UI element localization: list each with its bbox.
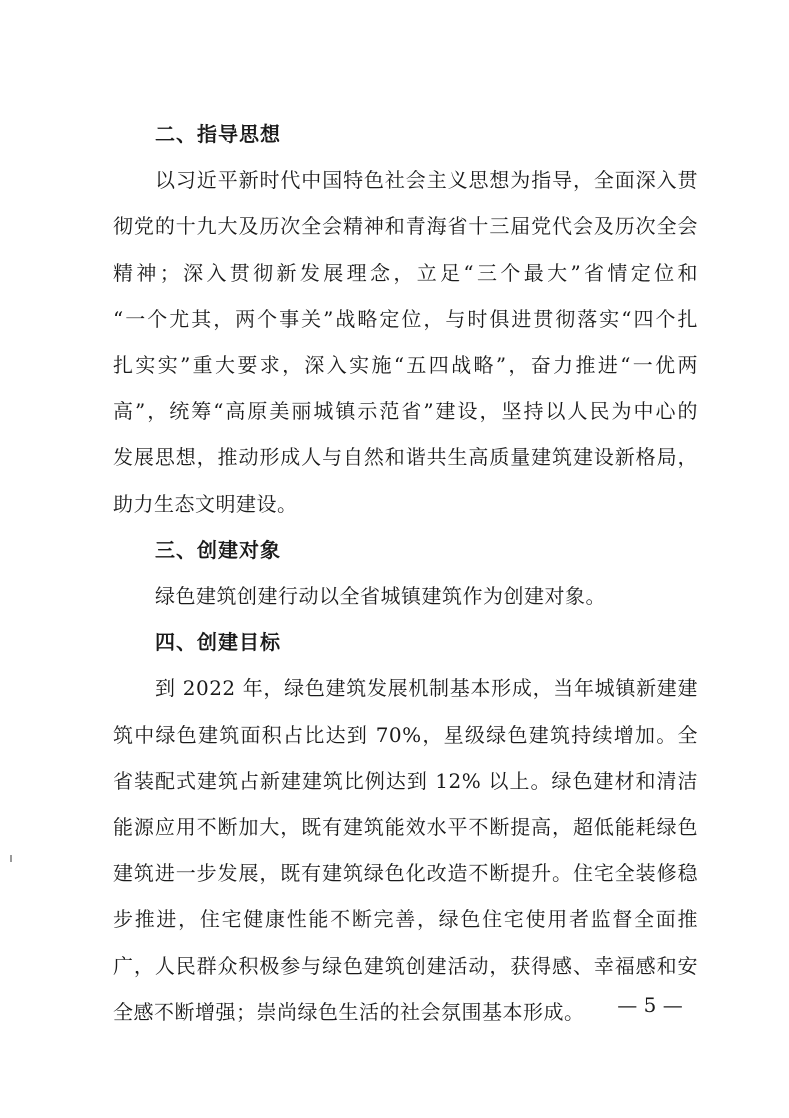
section-3-heading: 三、创建对象: [155, 538, 281, 562]
section-4-line-4: 能源应用不断加大，既有建筑能效水平不断提高，超低能耗绿色: [113, 815, 698, 839]
section-4-heading: 四、创建目标: [155, 630, 281, 654]
section-2-line-4: “一个尤其，两个事关”战略定位，与时俱进贯彻落实“四个扎: [113, 307, 698, 331]
section-4-line-7: 广，人民群众积极参与绿色建筑创建活动，获得感、幸福感和安: [113, 954, 698, 978]
section-2-line-6: 高”，统筹“高原美丽城镇示范省”建设，坚持以人民为中心的: [113, 399, 698, 423]
scan-mark: [10, 855, 12, 862]
section-2-line-2: 彻党的十九大及历次全会精神和青海省十三届党代会及历次全会: [113, 214, 698, 238]
section-4-line-8: 全感不断增强；崇尚绿色生活的社会氛围基本形成。: [113, 1000, 585, 1024]
section-3-line-1: 绿色建筑创建行动以全省城镇建筑作为创建对象。: [155, 584, 606, 608]
page-number: — 5 —: [617, 993, 683, 1017]
section-4-line-1: 到 2022 年，绿色建筑发展机制基本形成，当年城镇新建建: [155, 676, 698, 700]
section-2-line-5: 扎实实”重大要求，深入实施“五四战略”，奋力推进“一优两: [113, 353, 698, 377]
section-4-line-6: 步推进，住宅健康性能不断完善，绿色住宅使用者监督全面推: [113, 907, 698, 931]
section-4-line-5: 建筑进一步发展，既有建筑绿色化改造不断提升。住宅全装修稳: [113, 861, 698, 885]
section-2-line-3: 精神；深入贯彻新发展理念，立足“三个最大”省情定位和: [113, 261, 698, 285]
section-2-line-7: 发展思想，推动形成人与自然和谐共生高质量建筑建设新格局，: [113, 445, 698, 469]
section-4-line-3: 省装配式建筑占新建建筑比例达到 12% 以上。绿色建材和清洁: [113, 769, 698, 793]
section-2-line-8: 助力生态文明建设。: [113, 492, 298, 516]
section-2-line-1: 以习近平新时代中国特色社会主义思想为指导，全面深入贯: [155, 168, 698, 192]
section-2-heading: 二、指导思想: [155, 122, 281, 146]
section-4-line-2: 筑中绿色建筑面积占比达到 70%，星级绿色建筑持续增加。全: [113, 723, 698, 747]
